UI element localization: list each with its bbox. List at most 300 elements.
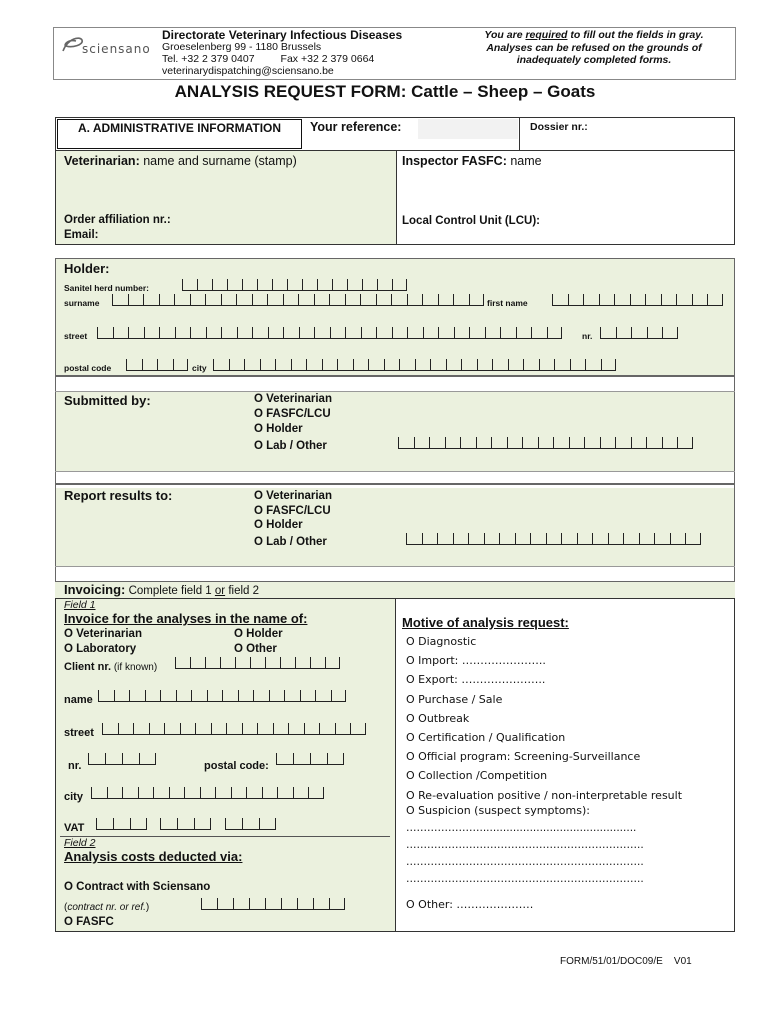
- submitted-option-holder[interactable]: O Holder: [254, 423, 303, 435]
- char-box[interactable]: [500, 327, 516, 339]
- invoice-title: Invoice for the analyses in the name of:: [64, 611, 308, 626]
- char-box[interactable]: [283, 294, 299, 306]
- char-box[interactable]: [304, 723, 320, 735]
- char-box[interactable]: [225, 818, 242, 830]
- char-box[interactable]: [554, 359, 570, 371]
- char-box[interactable]: [231, 787, 247, 799]
- char-box[interactable]: [114, 690, 130, 702]
- char-box[interactable]: [238, 690, 254, 702]
- char-box[interactable]: [327, 753, 344, 765]
- char-box[interactable]: [88, 753, 105, 765]
- motive-outbreak[interactable]: O Outbreak: [406, 711, 470, 725]
- contract-boxes[interactable]: [201, 898, 345, 910]
- char-box[interactable]: [422, 294, 438, 306]
- char-box[interactable]: [583, 294, 599, 306]
- char-box[interactable]: [107, 787, 123, 799]
- char-box[interactable]: [280, 657, 295, 669]
- motive-suspicion[interactable]: O Suspicion (suspect symptoms):: [406, 803, 590, 817]
- char-box[interactable]: [477, 359, 493, 371]
- char-box[interactable]: [319, 723, 335, 735]
- char-box[interactable]: [159, 294, 175, 306]
- char-box[interactable]: [522, 437, 538, 449]
- char-box[interactable]: [630, 294, 646, 306]
- char-box[interactable]: [530, 533, 546, 545]
- char-box[interactable]: [438, 294, 454, 306]
- char-box[interactable]: [169, 787, 185, 799]
- char-box[interactable]: [422, 533, 438, 545]
- char-box[interactable]: [631, 437, 647, 449]
- char-box[interactable]: [143, 294, 159, 306]
- motive-certification[interactable]: O Certification / Qualification: [406, 731, 566, 745]
- char-box[interactable]: [639, 533, 655, 545]
- report-option-holder[interactable]: O Holder: [254, 519, 303, 531]
- char-box[interactable]: [325, 657, 340, 669]
- char-box[interactable]: [552, 294, 568, 306]
- char-box[interactable]: [313, 898, 329, 910]
- char-box[interactable]: [599, 294, 615, 306]
- surname-boxes[interactable]: [112, 294, 484, 306]
- char-box[interactable]: [345, 327, 361, 339]
- char-box[interactable]: [546, 533, 562, 545]
- char-box[interactable]: [614, 294, 630, 306]
- holder-street-boxes[interactable]: [97, 327, 562, 339]
- char-box[interactable]: [212, 279, 227, 291]
- char-box[interactable]: [226, 723, 242, 735]
- char-box[interactable]: [331, 690, 347, 702]
- char-box[interactable]: [460, 437, 476, 449]
- char-box[interactable]: [376, 327, 392, 339]
- char-box[interactable]: [293, 787, 309, 799]
- char-box[interactable]: [118, 723, 134, 735]
- char-box[interactable]: [308, 787, 324, 799]
- char-box[interactable]: [269, 690, 285, 702]
- holder-heading: Holder:: [64, 261, 110, 276]
- char-box[interactable]: [461, 359, 477, 371]
- char-box[interactable]: [287, 279, 302, 291]
- char-box[interactable]: [257, 279, 272, 291]
- char-box[interactable]: [469, 327, 485, 339]
- char-box[interactable]: [249, 898, 265, 910]
- char-box[interactable]: [297, 898, 313, 910]
- char-box[interactable]: [692, 294, 708, 306]
- report-option-veterinarian[interactable]: O Veterinarian: [254, 490, 332, 502]
- char-box[interactable]: [268, 327, 284, 339]
- char-box[interactable]: [661, 294, 677, 306]
- char-box[interactable]: [499, 533, 515, 545]
- veterinarian-hint: name and surname (stamp): [139, 154, 297, 168]
- your-reference-input[interactable]: [418, 119, 518, 139]
- char-box[interactable]: [184, 787, 200, 799]
- char-box[interactable]: [133, 723, 149, 735]
- invoice-nr-label: nr.: [68, 760, 82, 772]
- char-box[interactable]: [453, 533, 469, 545]
- char-box[interactable]: [160, 690, 176, 702]
- first-name-label: first name: [487, 298, 528, 308]
- char-box[interactable]: [329, 294, 345, 306]
- fasfc-option[interactable]: O FASFC: [64, 916, 114, 928]
- char-box[interactable]: [293, 753, 310, 765]
- char-box[interactable]: [306, 359, 322, 371]
- char-box[interactable]: [616, 327, 632, 339]
- invoice-nr-boxes[interactable]: [88, 753, 156, 765]
- char-box[interactable]: [531, 327, 547, 339]
- char-box[interactable]: [322, 359, 338, 371]
- char-box[interactable]: [180, 723, 196, 735]
- char-box[interactable]: [257, 723, 273, 735]
- char-box[interactable]: [206, 327, 222, 339]
- char-box[interactable]: [260, 359, 276, 371]
- char-box[interactable]: [262, 787, 278, 799]
- char-box[interactable]: [453, 294, 469, 306]
- char-box[interactable]: [253, 690, 269, 702]
- char-box[interactable]: [144, 327, 160, 339]
- char-box[interactable]: [213, 359, 229, 371]
- char-box[interactable]: [310, 657, 325, 669]
- char-box[interactable]: [415, 359, 431, 371]
- invoice-postal-label: postal code:: [204, 760, 269, 772]
- char-box[interactable]: [139, 753, 156, 765]
- char-box[interactable]: [399, 359, 415, 371]
- char-box[interactable]: [176, 690, 192, 702]
- char-box[interactable]: [130, 818, 147, 830]
- char-box[interactable]: [445, 437, 461, 449]
- char-box[interactable]: [362, 279, 377, 291]
- char-box[interactable]: [97, 327, 113, 339]
- char-box[interactable]: [276, 753, 293, 765]
- char-box[interactable]: [299, 327, 315, 339]
- contract-option[interactable]: O Contract with Sciensano: [64, 881, 211, 893]
- char-box[interactable]: [707, 294, 723, 306]
- char-box[interactable]: [508, 359, 524, 371]
- char-box[interactable]: [561, 533, 577, 545]
- char-box[interactable]: [407, 294, 423, 306]
- motive-collection[interactable]: O Collection /Competition: [406, 769, 548, 783]
- char-box[interactable]: [205, 657, 220, 669]
- char-box[interactable]: [662, 437, 678, 449]
- email-label: Email:: [64, 229, 99, 241]
- char-box[interactable]: [105, 753, 122, 765]
- char-box[interactable]: [237, 327, 253, 339]
- holder-nr-boxes[interactable]: [600, 327, 678, 339]
- motive-purchase-sale[interactable]: O Purchase / Sale: [406, 692, 503, 706]
- lcu-label: Local Control Unit (LCU):: [402, 215, 540, 227]
- invoice-option-other[interactable]: O Other: [234, 643, 277, 655]
- char-box[interactable]: [391, 294, 407, 306]
- char-box[interactable]: [205, 294, 221, 306]
- char-box[interactable]: [337, 359, 353, 371]
- char-box[interactable]: [407, 327, 423, 339]
- char-box[interactable]: [174, 294, 190, 306]
- char-box[interactable]: [454, 327, 470, 339]
- char-box[interactable]: [516, 327, 532, 339]
- invoice-option-veterinarian[interactable]: O Veterinarian: [64, 628, 142, 640]
- char-box[interactable]: [469, 294, 485, 306]
- char-box[interactable]: [600, 327, 616, 339]
- char-box[interactable]: [608, 533, 624, 545]
- char-box[interactable]: [200, 787, 216, 799]
- form-title: ANALYSIS REQUEST FORM: Cattle – Sheep – Goats: [174, 82, 596, 101]
- char-box[interactable]: [438, 327, 454, 339]
- char-box[interactable]: [129, 690, 145, 702]
- char-box[interactable]: [491, 437, 507, 449]
- submitted-option-fasfc[interactable]: O FASFC/LCU: [254, 408, 331, 420]
- char-box[interactable]: [476, 437, 492, 449]
- submitted-heading: Submitted by:: [64, 393, 151, 408]
- char-box[interactable]: [398, 437, 414, 449]
- char-box[interactable]: [601, 359, 617, 371]
- char-box[interactable]: [233, 898, 249, 910]
- char-box[interactable]: [485, 327, 501, 339]
- char-box[interactable]: [273, 723, 289, 735]
- char-box[interactable]: [197, 279, 212, 291]
- char-box[interactable]: [631, 327, 647, 339]
- char-box[interactable]: [267, 294, 283, 306]
- char-box[interactable]: [277, 787, 293, 799]
- char-box[interactable]: [577, 533, 593, 545]
- char-box[interactable]: [368, 359, 384, 371]
- invoice-city-label: city: [64, 791, 83, 803]
- char-box[interactable]: [201, 898, 217, 910]
- char-box[interactable]: [244, 359, 260, 371]
- char-box[interactable]: [592, 533, 608, 545]
- char-box[interactable]: [235, 657, 250, 669]
- char-box[interactable]: [236, 294, 252, 306]
- char-box[interactable]: [317, 279, 332, 291]
- char-box[interactable]: [159, 327, 175, 339]
- org-email[interactable]: veterinarydispatching@sciensano.be: [162, 65, 334, 77]
- char-box[interactable]: [646, 437, 662, 449]
- char-box[interactable]: [128, 327, 144, 339]
- char-box[interactable]: [361, 327, 377, 339]
- char-box[interactable]: [676, 294, 692, 306]
- char-box[interactable]: [175, 327, 191, 339]
- motive-diagnostic[interactable]: O Diagnostic: [406, 635, 477, 648]
- char-box[interactable]: [113, 818, 130, 830]
- motive-heading: Motive of analysis request:: [402, 615, 569, 630]
- char-box[interactable]: [145, 690, 161, 702]
- char-box[interactable]: [446, 359, 462, 371]
- char-box[interactable]: [283, 327, 299, 339]
- char-box[interactable]: [670, 533, 686, 545]
- char-box[interactable]: [647, 327, 663, 339]
- char-box[interactable]: [128, 294, 144, 306]
- char-box[interactable]: [102, 723, 118, 735]
- char-box[interactable]: [376, 294, 392, 306]
- char-box[interactable]: [221, 327, 237, 339]
- char-box[interactable]: [392, 327, 408, 339]
- motive-official-program[interactable]: O Official program: Screening-Surveillance: [406, 750, 641, 764]
- char-box[interactable]: [252, 327, 268, 339]
- char-box[interactable]: [685, 533, 701, 545]
- char-box[interactable]: [315, 690, 331, 702]
- char-box[interactable]: [265, 657, 280, 669]
- char-box[interactable]: [91, 787, 107, 799]
- char-box[interactable]: [654, 533, 670, 545]
- char-box[interactable]: [215, 787, 231, 799]
- report-other-boxes[interactable]: [406, 533, 701, 545]
- char-box[interactable]: [584, 437, 600, 449]
- motive-re-evaluation[interactable]: O Re-evaluation positive / non-interpretable result: [406, 788, 683, 802]
- char-box[interactable]: [468, 533, 484, 545]
- char-box[interactable]: [160, 818, 177, 830]
- char-box[interactable]: [492, 359, 508, 371]
- char-box[interactable]: [217, 898, 233, 910]
- char-box[interactable]: [645, 294, 661, 306]
- char-box[interactable]: [288, 723, 304, 735]
- char-box[interactable]: [295, 657, 310, 669]
- char-box[interactable]: [250, 657, 265, 669]
- char-box[interactable]: [164, 723, 180, 735]
- first-name-boxes[interactable]: [552, 294, 723, 306]
- motive-import[interactable]: O Import: …………………..: [406, 654, 546, 668]
- motive-other[interactable]: O Other: …………………: [406, 898, 534, 911]
- char-box[interactable]: [259, 818, 276, 830]
- char-box[interactable]: [149, 723, 165, 735]
- char-box[interactable]: [291, 359, 307, 371]
- char-box[interactable]: [122, 753, 139, 765]
- char-box[interactable]: [242, 279, 257, 291]
- report-option-fasfc[interactable]: O FASFC/LCU: [254, 504, 331, 517]
- char-box[interactable]: [523, 359, 539, 371]
- char-box[interactable]: [677, 437, 693, 449]
- char-box[interactable]: [153, 787, 169, 799]
- char-box[interactable]: [113, 327, 129, 339]
- char-box[interactable]: [246, 787, 262, 799]
- char-box[interactable]: [615, 437, 631, 449]
- char-box[interactable]: [314, 294, 330, 306]
- char-box[interactable]: [242, 723, 258, 735]
- char-box[interactable]: [437, 533, 453, 545]
- char-box[interactable]: [242, 818, 259, 830]
- char-box[interactable]: [112, 294, 128, 306]
- char-box[interactable]: [122, 787, 138, 799]
- char-box[interactable]: [314, 327, 330, 339]
- char-box[interactable]: [98, 690, 114, 702]
- submitted-option-veterinarian[interactable]: O Veterinarian: [254, 393, 332, 405]
- char-box[interactable]: [252, 294, 268, 306]
- char-box[interactable]: [265, 898, 281, 910]
- char-box[interactable]: [515, 533, 531, 545]
- char-box[interactable]: [177, 818, 194, 830]
- char-box[interactable]: [142, 359, 158, 371]
- char-box[interactable]: [406, 533, 422, 545]
- report-option-lab[interactable]: O Lab / Other: [254, 535, 327, 548]
- char-box[interactable]: [182, 279, 197, 291]
- char-box[interactable]: [96, 818, 113, 830]
- char-box[interactable]: [430, 359, 446, 371]
- invoice-name-boxes[interactable]: [98, 690, 346, 702]
- invoice-postal-boxes[interactable]: [276, 753, 344, 765]
- invoice-option-laboratory[interactable]: O Laboratory: [64, 643, 137, 655]
- char-box[interactable]: [310, 753, 327, 765]
- char-box[interactable]: [662, 327, 678, 339]
- holder-postal-boxes[interactable]: [126, 359, 188, 371]
- char-box[interactable]: [384, 359, 400, 371]
- char-box[interactable]: [547, 327, 563, 339]
- char-box[interactable]: [221, 294, 237, 306]
- char-box[interactable]: [195, 723, 211, 735]
- char-box[interactable]: [126, 359, 142, 371]
- char-box[interactable]: [302, 279, 317, 291]
- org-address: Groeselenberg 99 - 1180 Brussels: [162, 41, 322, 53]
- char-box[interactable]: [298, 294, 314, 306]
- char-box[interactable]: [570, 359, 586, 371]
- char-box[interactable]: [191, 690, 207, 702]
- char-box[interactable]: [300, 690, 316, 702]
- char-box[interactable]: [377, 279, 392, 291]
- char-box[interactable]: [345, 294, 361, 306]
- char-box[interactable]: [329, 898, 345, 910]
- submitted-option-lab[interactable]: O Lab / Other: [254, 440, 327, 452]
- vat-label: VAT: [64, 822, 85, 834]
- char-box[interactable]: [392, 279, 407, 291]
- char-box[interactable]: [335, 723, 351, 735]
- client-nr-boxes[interactable]: [175, 657, 340, 669]
- char-box[interactable]: [281, 898, 297, 910]
- char-box[interactable]: [538, 437, 554, 449]
- char-box[interactable]: [332, 279, 347, 291]
- invoice-street-boxes[interactable]: [102, 723, 366, 735]
- char-box[interactable]: [207, 690, 223, 702]
- char-box[interactable]: [600, 437, 616, 449]
- holder-city-boxes[interactable]: [213, 359, 616, 371]
- char-box[interactable]: [353, 359, 369, 371]
- char-box[interactable]: [423, 327, 439, 339]
- char-box[interactable]: [330, 327, 346, 339]
- char-box[interactable]: [229, 359, 245, 371]
- invoice-option-holder[interactable]: O Holder: [234, 628, 283, 640]
- vat-boxes-3[interactable]: [225, 818, 276, 830]
- char-box[interactable]: [190, 294, 206, 306]
- char-box[interactable]: [175, 657, 190, 669]
- char-box[interactable]: [157, 359, 173, 371]
- sanitel-boxes[interactable]: [182, 279, 407, 291]
- char-box[interactable]: [272, 279, 287, 291]
- char-box[interactable]: [429, 437, 445, 449]
- char-box[interactable]: [568, 294, 584, 306]
- invoice-city-boxes[interactable]: [91, 787, 324, 799]
- char-box[interactable]: [347, 279, 362, 291]
- char-box[interactable]: [138, 787, 154, 799]
- char-box[interactable]: [173, 359, 189, 371]
- char-box[interactable]: [414, 437, 430, 449]
- char-box[interactable]: [194, 818, 211, 830]
- char-box[interactable]: [222, 690, 238, 702]
- char-box[interactable]: [227, 279, 242, 291]
- submitted-other-boxes[interactable]: [398, 437, 693, 449]
- char-box[interactable]: [284, 690, 300, 702]
- char-box[interactable]: [220, 657, 235, 669]
- char-box[interactable]: [190, 327, 206, 339]
- org-fax: Fax +32 2 379 0664: [280, 53, 375, 65]
- char-box[interactable]: [484, 533, 500, 545]
- char-box[interactable]: [553, 437, 569, 449]
- motive-export[interactable]: O Export: …………………..: [406, 673, 546, 687]
- client-nr-hint: (if known): [111, 662, 158, 673]
- char-box[interactable]: [360, 294, 376, 306]
- char-box[interactable]: [507, 437, 523, 449]
- char-box[interactable]: [275, 359, 291, 371]
- char-box[interactable]: [350, 723, 366, 735]
- char-box[interactable]: [190, 657, 205, 669]
- char-box[interactable]: [539, 359, 555, 371]
- char-box[interactable]: [569, 437, 585, 449]
- char-box[interactable]: [585, 359, 601, 371]
- vat-boxes-2[interactable]: [160, 818, 211, 830]
- char-box[interactable]: [211, 723, 227, 735]
- char-box[interactable]: [623, 533, 639, 545]
- vat-boxes-1[interactable]: [96, 818, 147, 830]
